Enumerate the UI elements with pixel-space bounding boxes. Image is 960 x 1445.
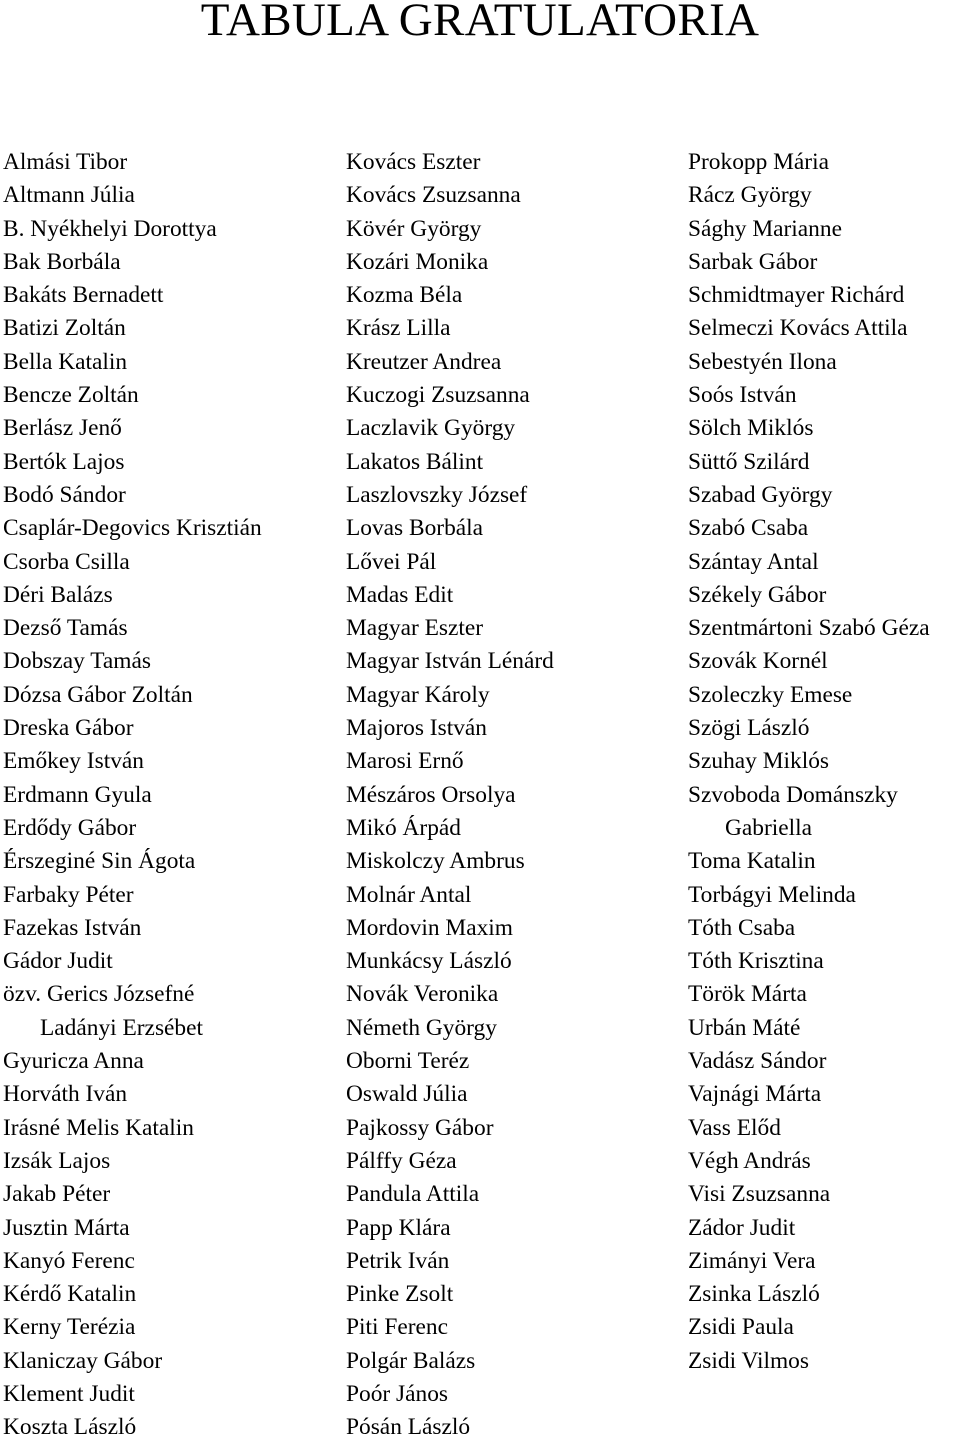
name-entry: Kövér György <box>346 215 482 242</box>
name-entry: Kovács Eszter <box>346 149 481 175</box>
name-entry: Dózsa Gábor Zoltán <box>3 681 193 708</box>
name-column-2 <box>346 146 554 1445</box>
name-entry: Sebestyén Ilona <box>688 348 837 375</box>
name-entry: Vass Előd <box>688 1114 781 1141</box>
name-entry: Magyar István Lénárd <box>346 648 554 675</box>
name-entry: Érszeginé Sin Ágota <box>3 848 196 875</box>
name-entry: Erdődy Gábor <box>3 814 137 841</box>
name-entry: Altmann Júlia <box>3 182 135 209</box>
name-entry: Toma Katalin <box>688 848 816 875</box>
name-entry: Dreska Gábor <box>3 715 134 742</box>
name-entry: Székely Gábor <box>688 581 827 608</box>
name-entry: Bencze Zoltán <box>3 382 139 409</box>
name-entry: Laszlovszky József <box>346 481 528 508</box>
name-entry: Szabó Csaba <box>688 515 809 542</box>
name-entry: Pajkossy Gábor <box>346 1114 494 1141</box>
name-entry: Krász Lilla <box>346 315 451 342</box>
name-entry: Zimányi Vera <box>688 1247 816 1274</box>
name-entry: Polgár Balázs <box>346 1347 476 1374</box>
name-entry: Mikó Árpád <box>346 814 461 841</box>
name-entry: Szovák Kornél <box>688 648 828 675</box>
name-entry: Miskolczy Ambrus <box>346 848 525 875</box>
name-entry: Petrik Iván <box>346 1247 450 1274</box>
name-entry: Molnár Antal <box>346 881 472 908</box>
name-entry: Fazekas István <box>3 914 142 941</box>
name-entry: Selmeczi Kovács Attila <box>688 315 908 342</box>
name-entry: Soós István <box>688 382 797 409</box>
name-entry: Tóth Krisztina <box>688 948 824 975</box>
name-entry: Irásné Melis Katalin <box>3 1114 194 1141</box>
name-entry: Déri Balázs <box>3 581 113 608</box>
name-entry: Urbán Máté <box>688 1014 801 1041</box>
name-entry: Bodó Sándor <box>3 481 126 508</box>
name-entry: Schmidtmayer Richárd <box>688 282 905 309</box>
name-entry: Pinke Zsolt <box>346 1281 454 1308</box>
name-entry: Novák Veronika <box>346 981 499 1008</box>
name-entry: Torbágyi Melinda <box>688 881 856 908</box>
name-entry: Kovács Zsuzsanna <box>346 182 521 209</box>
name-entry: Izsák Lajos <box>3 1147 111 1174</box>
name-entry: Oswald Júlia <box>346 1081 468 1108</box>
name-entry: B. Nyékhelyi Dorottya <box>3 215 217 242</box>
name-entry: Kozári Monika <box>346 248 489 275</box>
name-entry: Zsidi Vilmos <box>688 1347 809 1374</box>
name-entry: Sölch Miklós <box>688 415 814 442</box>
name-entry: özv. Gerics Józsefné <box>3 981 195 1008</box>
name-column-3 <box>688 146 930 1378</box>
name-entry: Bak Borbála <box>3 248 121 275</box>
name-column-1 <box>3 146 262 1445</box>
name-entry: Jusztin Márta <box>3 1214 130 1241</box>
name-entry: Piti Ferenc <box>346 1314 448 1341</box>
name-entry: Visi Zsuzsanna <box>688 1181 831 1208</box>
name-entry: Csorba Csilla <box>3 548 130 575</box>
name-entry: Emőkey István <box>3 748 144 775</box>
name-entry: Oborni Teréz <box>346 1048 470 1075</box>
name-entry: Pandula Attila <box>346 1181 480 1208</box>
name-entry: Szoleczky Emese <box>688 681 853 708</box>
name-entry: Csaplár-Degovics Krisztián <box>3 515 262 542</box>
name-entry: Mészáros Orsolya <box>346 781 516 808</box>
name-entry: Kérdő Katalin <box>3 1281 137 1308</box>
name-entry: Majoros István <box>346 715 487 742</box>
name-entry: Klement Judit <box>3 1380 135 1407</box>
name-entry: Dobszay Tamás <box>3 648 151 675</box>
name-entry: Kerny Terézia <box>3 1314 136 1341</box>
name-continuation: Ladányi Erzsébet <box>40 1014 204 1041</box>
name-entry: Sarbak Gábor <box>688 248 818 275</box>
name-entry: Németh György <box>346 1014 497 1041</box>
name-entry: Gádor Judit <box>3 948 113 975</box>
name-entry: Szvoboda Dománszky <box>688 781 898 808</box>
name-entry: Kuczogi Zsuzsanna <box>346 382 530 409</box>
name-entry: Szabad György <box>688 481 833 508</box>
name-entry: Zádor Judit <box>688 1214 796 1241</box>
name-entry: Kreutzer Andrea <box>346 348 502 375</box>
name-entry: Kanyó Ferenc <box>3 1247 135 1274</box>
name-entry: Horváth Iván <box>3 1081 128 1108</box>
name-entry: Klaniczay Gábor <box>3 1347 163 1374</box>
name-entry: Zsinka László <box>688 1281 820 1308</box>
name-entry: Végh András <box>688 1147 811 1174</box>
name-entry: Vajnági Márta <box>688 1081 822 1108</box>
name-entry: Szentmártoni Szabó Géza <box>688 615 930 642</box>
name-entry: Laczlavik György <box>346 415 516 442</box>
name-entry: Prokopp Mária <box>688 149 829 175</box>
name-continuation: Gabriella <box>725 814 813 841</box>
name-entry: Török Márta <box>688 981 807 1008</box>
name-entry: Rácz György <box>688 182 812 209</box>
name-entry: Papp Klára <box>346 1214 451 1241</box>
name-entry: Süttő Szilárd <box>688 448 810 475</box>
name-entry: Tóth Csaba <box>688 914 796 941</box>
name-entry: Berlász Jenő <box>3 415 122 442</box>
name-entry: Erdmann Gyula <box>3 781 152 808</box>
name-entry: Zsidi Paula <box>688 1314 794 1341</box>
name-entry: Lakatos Bálint <box>346 448 484 475</box>
name-entry: Mordovin Maxim <box>346 914 513 941</box>
page-title: TABULA GRATULATORIA <box>200 0 760 46</box>
name-entry: Munkácsy László <box>346 948 512 975</box>
name-entry: Sághy Marianne <box>688 215 842 242</box>
name-entry: Szögi László <box>688 715 810 742</box>
name-entry: Poór János <box>346 1380 449 1407</box>
name-entry: Dezső Tamás <box>3 615 128 642</box>
name-entry: Jakab Péter <box>3 1181 111 1208</box>
name-entry: Pálffy Géza <box>346 1147 457 1174</box>
name-entry: Almási Tibor <box>3 149 128 175</box>
name-entry: Bertók Lajos <box>3 448 125 475</box>
name-entry: Madas Edit <box>346 581 454 608</box>
name-entry: Farbaky Péter <box>3 881 134 908</box>
name-entry: Vadász Sándor <box>688 1048 827 1075</box>
name-entry: Pósán László <box>346 1414 471 1441</box>
name-entry: Lovas Borbála <box>346 515 484 542</box>
name-entry: Bella Katalin <box>3 348 128 375</box>
name-entry: Marosi Ernő <box>346 748 464 775</box>
name-entry: Lővei Pál <box>346 548 437 575</box>
name-entry: Magyar Károly <box>346 681 490 708</box>
name-entry: Magyar Eszter <box>346 615 484 642</box>
name-entry: Szántay Antal <box>688 548 819 575</box>
name-entry: Koszta László <box>3 1414 137 1441</box>
name-entry: Gyuricza Anna <box>3 1048 144 1075</box>
name-entry: Bakáts Bernadett <box>3 282 164 309</box>
name-entry: Batizi Zoltán <box>3 315 126 342</box>
name-entry: Kozma Béla <box>346 282 463 309</box>
name-entry: Szuhay Miklós <box>688 748 829 775</box>
